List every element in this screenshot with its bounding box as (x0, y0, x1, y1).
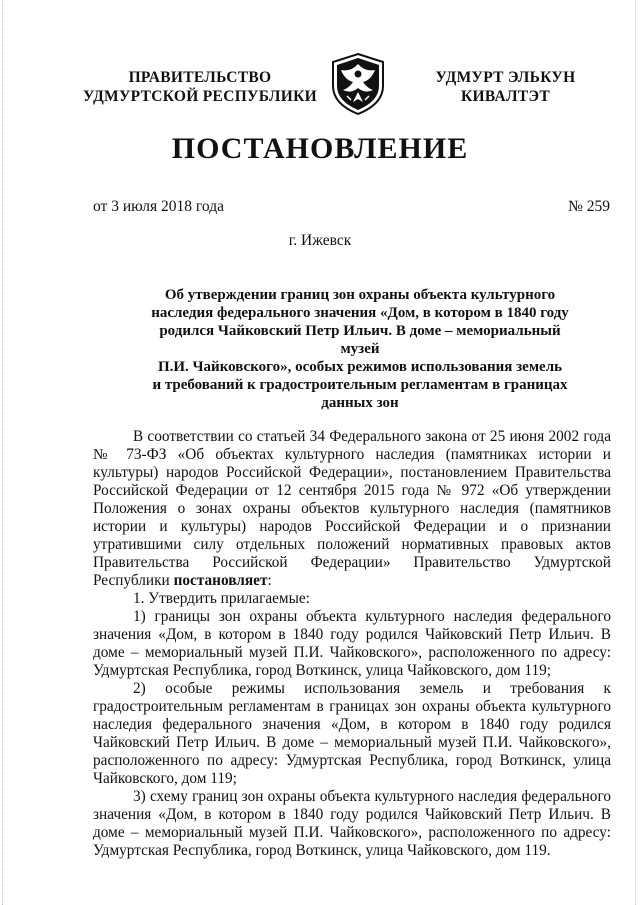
preamble-paragraph (93, 428, 611, 590)
subject-line: наследия федерального значения «Дом, в котором в 1840 году (151, 305, 569, 321)
document-number: № 259 (568, 198, 610, 215)
item-1: 1. Утвердить прилагаемые: (133, 590, 310, 607)
resolves-colon: : (267, 572, 272, 589)
org-name-udmurt (418, 68, 593, 106)
org-name-russian (80, 68, 320, 106)
item-1-3: 3) схему границ зон охраны объекта культурного наследия федерального значения «Дом, в котором в 1840 году родился Чайковский Петр Ильич. В доме – мемориальный музей П.И. Чайковского», расположенного по адресу: Удмуртская Республика, город Воткинск, улица Чайковского, дом 119. (93, 788, 611, 859)
item-1-2: 2) особые режимы использования земель и требования к градостроительным регламентам в границах зон охраны объекта культурного наследия федерального значения «Дом, в котором в 1840 году родился Чайковский Петр Ильич. В доме – мемориальный музей П.И. Чайковского», расположенного по адресу: Удмуртская Республика, город Воткинск, улица Чайковского, дом 119; (93, 680, 611, 787)
subject-line: и требований к градостроительным регламентам в границах (152, 377, 568, 393)
org-udm-line2: КИВАЛТЭТ (461, 88, 550, 105)
document-city: г. Ижевск (288, 232, 352, 249)
org-udm-line1: УДМУРТ ЭЛЬКУН (435, 69, 576, 86)
org-ru-line2: УДМУРТСКОЙ РЕСПУБЛИКИ (82, 88, 317, 105)
subject-line: П.И. Чайковского», особых режимов использования земель (157, 359, 563, 375)
preamble-text: В соответствии со статьей 34 Федерального закона от 25 июня 2002 года № 73-ФЗ «Об объектах культурного наследия (памятниках истории и культуры) народов Российской Федерации», постановлением Правительства Российской Федерации от 12 сентября 2015 года № 972 «Об утверждении Положения о зонах охраны объектов культурного наследия (памятников истории и культуры) народов Российской Федерации и о признании утратившими силу отдельных положений нормативных правовых актов Правительства Российской Федерации» Правительство Удмуртской Республики (93, 428, 611, 589)
document-body (93, 428, 611, 860)
document-subject (150, 286, 570, 412)
org-ru-line1: ПРАВИТЕЛЬСТВО (128, 69, 272, 86)
item-1-1: 1) границы зон охраны объекта культурного наследия федерального значения «Дом, в котором в 1840 году родился Чайковский Петр Ильич. В доме – мемориальный музей П.И. Чайковского», расположенного по адресу: Удмуртская Республика, город Воткинск, улица Чайковского, дом 119; (93, 608, 611, 679)
subject-line: данных зон (321, 395, 399, 411)
udmurtia-coat-of-arms-icon (327, 52, 389, 116)
subject-line: Об утверждении границ зон охраны объекта культурного (164, 287, 556, 303)
document-type-title: ПОСТАНОВЛЕНИЕ (171, 132, 469, 165)
resolves-keyword: постановляет (173, 572, 268, 589)
subject-line: родился Чайковский Петр Ильич. В доме – мемориальный музей (159, 323, 561, 357)
document-date: от 3 июля 2018 года (93, 198, 224, 215)
